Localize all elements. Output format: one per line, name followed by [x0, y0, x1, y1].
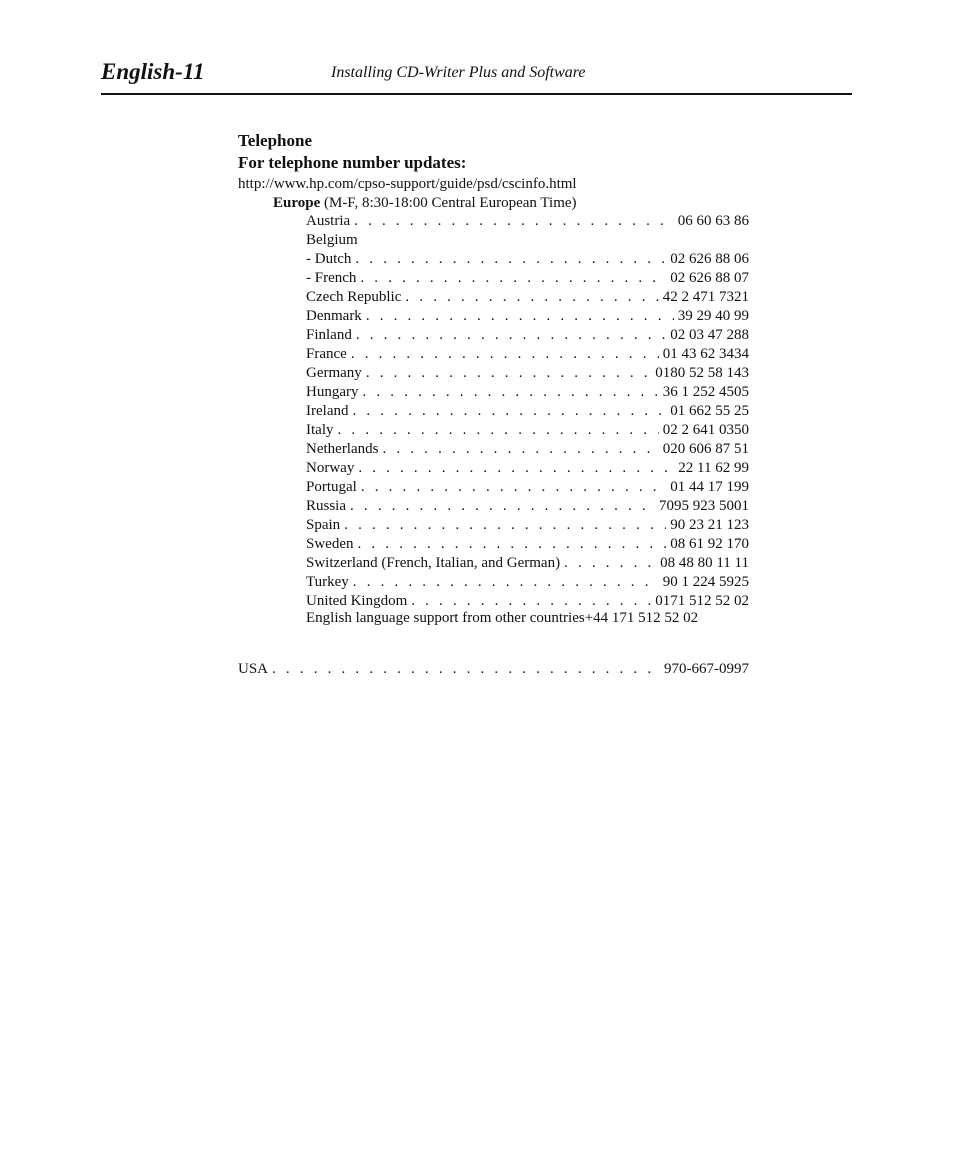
country-name: Sweden [306, 536, 354, 552]
phone-entry [306, 516, 749, 535]
dot-leader [350, 497, 655, 516]
phone-entry [306, 345, 749, 364]
country-name: Ireland [306, 403, 349, 419]
country-name: Netherlands [306, 441, 379, 457]
phone-number: 02 626 88 07 [670, 270, 749, 286]
dot-leader [358, 535, 667, 554]
support-url: http://www.hp.com/cpso-support/guide/psd/cscinfo.html [238, 176, 577, 192]
english-support-label: English language support from other countries [306, 610, 585, 626]
dot-leader [358, 459, 674, 478]
dot-leader [352, 402, 666, 421]
country-name: Denmark [306, 308, 362, 324]
phone-entry [306, 573, 749, 592]
phone-entry [306, 497, 749, 516]
dot-leader [361, 478, 666, 497]
phone-number: 08 61 92 170 [670, 536, 749, 552]
country-name: Finland [306, 327, 352, 343]
phone-number: 01 44 17 199 [670, 479, 749, 495]
dot-leader [360, 269, 666, 288]
dot-leader [363, 383, 659, 402]
dot-leader [366, 364, 651, 383]
country-name: - French [306, 270, 357, 286]
phone-number: 90 23 21 123 [670, 517, 749, 533]
country-name: Germany [306, 365, 362, 381]
phone-entry [306, 212, 749, 231]
phone-entry [306, 231, 749, 250]
phone-entry [306, 250, 749, 269]
phone-number: 42 2 471 7321 [662, 289, 749, 305]
europe-label: Europe [273, 195, 321, 211]
country-name: Belgium [306, 232, 358, 248]
section-heading: Telephone [238, 131, 313, 150]
phone-entry [306, 326, 749, 345]
country-name: Spain [306, 517, 341, 533]
running-title: Installing CD-Writer Plus and Software [331, 64, 586, 81]
dot-leader [356, 326, 666, 345]
phone-number: 01 662 55 25 [670, 403, 749, 419]
phone-number: 0171 512 52 02 [655, 593, 749, 609]
dot-leader [338, 421, 659, 440]
country-name: Switzerland (French, Italian, and German) [306, 555, 561, 571]
phone-number: 36 1 252 4505 [662, 384, 749, 400]
dot-leader [272, 660, 660, 679]
dot-leader [382, 440, 658, 459]
country-name: Italy [306, 422, 334, 438]
phone-number: 06 60 63 86 [677, 213, 749, 229]
dot-leader [366, 307, 674, 326]
country-name: Portugal [306, 479, 357, 495]
phone-number: 39 29 40 99 [677, 308, 749, 324]
dot-leader [355, 250, 666, 269]
phone-entry [306, 421, 749, 440]
page-number: English-11 [101, 59, 205, 84]
phone-entry [306, 269, 749, 288]
phone-number: 020 606 87 51 [662, 441, 749, 457]
country-name: Norway [306, 460, 355, 476]
phone-entry [306, 307, 749, 326]
phone-number: 01 43 62 3434 [662, 346, 749, 362]
country-name: France [306, 346, 347, 362]
usa-number: 970-667-0997 [664, 661, 749, 677]
dot-leader [564, 554, 656, 573]
country-name: Hungary [306, 384, 359, 400]
country-name: United Kingdom [306, 593, 408, 609]
dot-leader [344, 516, 666, 535]
phone-number: 0180 52 58 143 [655, 365, 749, 381]
country-name: - Dutch [306, 251, 352, 267]
country-name: Russia [306, 498, 347, 514]
country-name: Austria [306, 213, 351, 229]
english-support-number: +44 171 512 52 02 [584, 610, 699, 626]
usa-entry [238, 660, 749, 679]
phone-number: 02 2 641 0350 [662, 422, 749, 438]
europe-region-line [273, 193, 577, 213]
country-name: Czech Republic [306, 289, 402, 305]
dot-leader [405, 288, 658, 307]
europe-hours: (M-F, 8:30-18:00 Central European Time) [323, 195, 577, 211]
usa-country: USA [238, 661, 269, 677]
section-subheading: For telephone number updates: [238, 153, 467, 172]
english-support-entry [306, 609, 776, 628]
dot-leader [351, 345, 659, 364]
phone-entry [306, 478, 749, 497]
phone-number: 90 1 224 5925 [662, 574, 749, 590]
phone-number: 22 11 62 99 [678, 460, 749, 476]
phone-entry [306, 364, 749, 383]
phone-entry [306, 440, 749, 459]
phone-entry [306, 535, 749, 554]
dot-leader [354, 212, 674, 231]
phone-number: 02 626 88 06 [670, 251, 749, 267]
phone-entry [306, 383, 749, 402]
phone-entry [306, 288, 749, 307]
header-rule [101, 93, 852, 95]
dot-leader [353, 573, 659, 592]
phone-number: 7095 923 5001 [659, 498, 749, 514]
phone-entry [306, 554, 749, 573]
country-name: Turkey [306, 574, 349, 590]
phone-entry [306, 402, 749, 421]
phone-number: 08 48 80 11 11 [660, 555, 749, 571]
phone-entry [306, 459, 749, 478]
phone-number: 02 03 47 288 [670, 327, 749, 343]
